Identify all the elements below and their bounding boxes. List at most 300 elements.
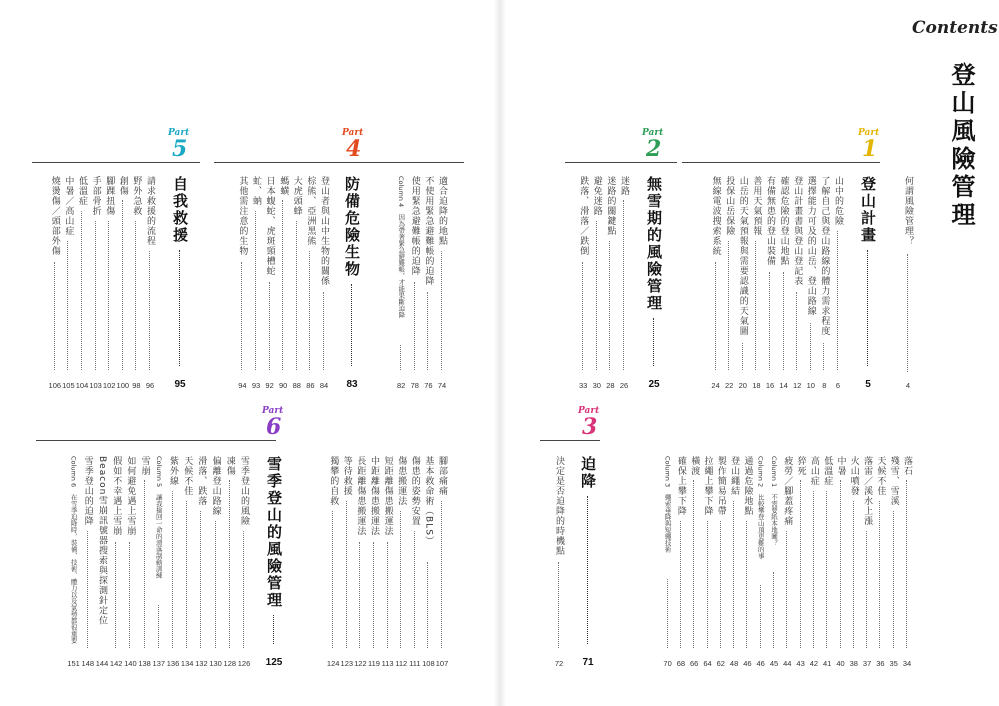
entry-title: 落石	[902, 456, 912, 476]
toc-entry[interactable]	[144, 176, 156, 390]
leader-dots	[823, 343, 824, 370]
toc-entry[interactable]	[861, 456, 873, 668]
entry-title: 有備無患的登山裝備	[765, 176, 775, 266]
entry-page: 70	[663, 659, 672, 668]
section-title: 防備危險生物	[343, 176, 361, 278]
leader-dots	[87, 531, 88, 648]
entry-title: 雪季登山的風險	[239, 456, 249, 526]
entry-title: 中暑／高山症	[63, 176, 74, 236]
entry-title: 落雷／溪水上漲	[862, 456, 873, 526]
part-rule	[540, 440, 600, 441]
entry-title: Column 4 因為帶著緊急避難帳，才能果斷迫降	[397, 176, 406, 318]
toc-entry[interactable]	[139, 456, 151, 668]
toc-entry[interactable]	[835, 456, 847, 668]
toc-entry[interactable]	[848, 456, 860, 668]
entry-title: 山岳的天氣預報與需要認識的天氣圖	[737, 176, 748, 336]
entry-title: 燒燙傷／頭部外傷	[49, 176, 60, 256]
entry-page: 107	[435, 659, 449, 668]
part-label: Part	[858, 128, 880, 138]
entry-page: 124	[326, 659, 340, 668]
entry-title: 腳部痛痛	[437, 456, 447, 496]
toc-entry[interactable]	[715, 456, 727, 668]
toc-entry[interactable]	[618, 176, 630, 390]
part-number: 2	[646, 136, 662, 162]
entry-title: 中暑	[835, 456, 846, 476]
toc-entry[interactable]	[436, 456, 448, 668]
entry-page: 10	[806, 381, 815, 390]
toc-entry[interactable]	[103, 176, 115, 390]
section-title: 無雪期的風險管理	[645, 176, 663, 312]
leader-dots	[558, 562, 559, 648]
toc-entry[interactable]	[250, 176, 262, 390]
entry-title: 殘雪、雪溪	[888, 456, 899, 506]
entry-page: 104	[75, 381, 89, 390]
entry-title: 中距離傷患搬運法	[369, 456, 379, 536]
toc-entry[interactable]	[90, 176, 102, 390]
leader-dots	[229, 480, 230, 648]
leader-dots	[351, 284, 352, 366]
entry-title: 適合迫降的地點	[437, 176, 447, 246]
toc-entry[interactable]	[662, 456, 674, 668]
toc-entry[interactable]	[195, 456, 207, 668]
leader-dots	[282, 200, 283, 370]
leader-dots	[746, 521, 747, 648]
toc-entry[interactable]	[755, 456, 767, 668]
entry-page: 36	[876, 659, 885, 668]
leader-dots	[596, 221, 597, 370]
leader-dots	[67, 241, 68, 370]
leader-dots	[427, 562, 428, 648]
part-number: 3	[582, 414, 598, 440]
entry-title: 雪季登山的迫降	[82, 456, 93, 526]
toc-entry[interactable]	[318, 176, 330, 390]
entry-page: 102	[102, 381, 116, 390]
toc-entry[interactable]	[805, 176, 817, 390]
entry-page: 64	[703, 659, 712, 668]
toc-entry[interactable]	[901, 456, 913, 668]
toc-entry[interactable]	[167, 456, 179, 668]
leader-dots	[200, 511, 201, 648]
entry-title: Column 1 不需要紙本地圖？	[770, 456, 778, 546]
entry-title: 何謂風險管理？	[903, 176, 913, 246]
entry-title: 傷患搬運法	[396, 456, 407, 506]
entry-page: 128	[223, 659, 237, 668]
toc-entry[interactable]	[818, 176, 830, 390]
toc-entry[interactable]	[382, 456, 394, 668]
leader-dots	[810, 323, 811, 370]
entry-page: 106	[48, 381, 62, 390]
part-rule	[32, 162, 200, 163]
leader-dots	[728, 241, 729, 370]
part-rule	[36, 440, 276, 441]
entry-title: 確認危險的登山地點	[778, 176, 789, 266]
leader-dots	[414, 531, 415, 648]
intro-entry[interactable]	[902, 176, 914, 390]
toc-entry[interactable]	[750, 176, 762, 390]
book-title: 登山風險管理	[947, 62, 976, 230]
toc-entry[interactable]	[832, 176, 844, 390]
toc-entry[interactable]	[395, 456, 407, 668]
part-rule	[682, 162, 880, 163]
leader-dots	[813, 491, 814, 648]
entry-page: 12	[793, 381, 802, 390]
leader-dots	[427, 292, 428, 370]
entry-page: 35	[889, 659, 898, 668]
entry-title: 登山計畫書與登山登記表	[792, 176, 803, 286]
entry-title: 猝死	[795, 456, 806, 476]
entry-title: 決定是否迫降的時機點	[554, 456, 564, 556]
leader-dots	[800, 480, 801, 648]
toc-entry[interactable]	[327, 456, 339, 668]
section-title-p4[interactable]	[342, 176, 362, 390]
toc-entry[interactable]	[577, 176, 589, 390]
leader-dots	[144, 480, 145, 648]
toc-entry[interactable]	[354, 456, 366, 668]
leader-dots	[269, 282, 270, 370]
entry-page: 16	[765, 381, 775, 390]
leader-dots	[707, 521, 708, 648]
entry-page: 137	[152, 659, 166, 668]
entry-page: 8	[822, 381, 827, 390]
leader-dots	[346, 501, 347, 648]
toc-entry[interactable]	[728, 456, 740, 668]
toc-entry[interactable]	[778, 176, 790, 390]
entry-title: 腳踝扭傷	[104, 176, 115, 216]
entry-page: 122	[354, 659, 367, 668]
entry-page: 142	[109, 659, 123, 668]
leader-dots	[796, 292, 797, 370]
entry-page: 41	[823, 659, 832, 668]
section-title-p6[interactable]	[264, 456, 284, 668]
section-page: 95	[174, 379, 186, 390]
toc-entry[interactable]	[436, 176, 448, 390]
toc-entry[interactable]	[723, 176, 735, 390]
leader-dots	[853, 501, 854, 648]
leader-dots	[149, 251, 150, 370]
section-title-p2[interactable]	[644, 176, 664, 390]
entry-page: 100	[116, 381, 130, 390]
toc-entry[interactable]	[96, 456, 108, 668]
entry-title: 其他需注意的生物	[237, 176, 248, 256]
entry-title: 偏離登山路線	[210, 456, 221, 516]
leader-dots	[296, 221, 297, 370]
entry-page: 30	[592, 381, 601, 390]
toc-entry[interactable]	[291, 176, 303, 390]
entry-page: 136	[166, 659, 180, 668]
leader-dots	[733, 501, 734, 648]
toc-entry[interactable]	[181, 456, 193, 668]
entry-title: 通過危險地點	[742, 456, 753, 516]
toc-entry[interactable]	[808, 456, 820, 668]
toc-entry[interactable]	[604, 176, 616, 390]
entry-title: 山中的危險	[833, 176, 843, 226]
entry-page: 138	[138, 659, 151, 668]
entry-title: 橫渡	[689, 456, 700, 476]
entry-title: 滑落、跌落	[196, 456, 207, 506]
toc-entry[interactable]	[124, 456, 136, 668]
entry-page: 40	[836, 659, 845, 668]
part-label: Part	[642, 128, 664, 138]
entry-page: 98	[132, 381, 141, 390]
section-page: 5	[865, 379, 871, 390]
toc-entry[interactable]	[874, 456, 886, 668]
leader-dots	[715, 262, 716, 370]
entry-title: 投保山岳保險	[724, 176, 735, 236]
entry-page: 76	[424, 381, 433, 390]
entry-page: 111	[409, 659, 421, 668]
leader-dots	[609, 241, 610, 370]
leader-dots	[826, 491, 827, 648]
leader-dots	[332, 511, 333, 648]
entry-page: 46	[756, 659, 765, 668]
toc-entry[interactable]	[737, 176, 749, 390]
part-label: Part	[262, 406, 284, 416]
toc-entry[interactable]	[368, 456, 380, 668]
leader-dots	[840, 480, 841, 648]
entry-page: 37	[862, 659, 872, 668]
leader-dots	[587, 496, 588, 644]
entry-page: 144	[95, 659, 109, 668]
toc-entry[interactable]	[409, 176, 421, 390]
leader-dots	[879, 501, 880, 648]
leader-dots	[243, 531, 244, 648]
entry-page: 62	[716, 659, 725, 668]
leader-dots	[95, 221, 96, 370]
toc-entry[interactable]	[238, 456, 250, 668]
entry-page: 132	[195, 659, 208, 668]
entry-title: 天候不佳	[182, 456, 193, 496]
leader-dots	[773, 572, 774, 648]
leader-dots	[108, 221, 109, 370]
entry-page: 74	[437, 381, 447, 390]
entry-title: 傷患的姿勢安置	[409, 456, 420, 526]
entry-title: 野外急救	[131, 176, 142, 216]
leader-dots	[81, 211, 82, 370]
leader-dots	[54, 262, 55, 370]
toc-entry[interactable]	[710, 176, 722, 390]
entry-title: 如何避免遇上雪崩	[125, 456, 136, 536]
part-rule	[214, 162, 464, 163]
entry-title: 高山症	[808, 456, 819, 486]
toc-entry[interactable]	[264, 176, 276, 390]
entry-title: 紫外線	[168, 456, 178, 486]
leader-dots	[866, 531, 867, 648]
part-rule	[565, 162, 677, 163]
leader-dots	[667, 579, 668, 648]
entry-title: 凍傷	[224, 456, 235, 476]
toc-entry[interactable]	[422, 176, 434, 390]
entry-page: 82	[397, 381, 406, 390]
part-number: 5	[172, 136, 188, 162]
entry-title: 使用緊急避難帳的迫降	[409, 176, 420, 276]
entry-title: 創傷	[117, 176, 128, 196]
entry-title: 等待救援	[341, 456, 352, 496]
entry-page: 90	[279, 381, 288, 390]
entry-page: 38	[849, 659, 858, 668]
toc-entry[interactable]	[395, 176, 407, 390]
toc-entry[interactable]	[781, 456, 793, 668]
leader-dots	[783, 272, 784, 370]
entry-title: 選擇能力可及的山岳、登山路線	[805, 176, 816, 316]
section-page: 25	[648, 379, 660, 390]
toc-entry[interactable]	[688, 456, 700, 668]
section-title: 登山計畫	[859, 176, 877, 244]
entry-page: 123	[340, 659, 354, 668]
toc-entry[interactable]	[591, 176, 603, 390]
entry-page: 68	[676, 659, 686, 668]
toc-entry[interactable]	[821, 456, 833, 668]
toc-entry[interactable]	[764, 176, 776, 390]
leader-dots	[129, 542, 130, 648]
entry-title: 火山噴發	[848, 456, 859, 496]
toc-entry[interactable]	[341, 456, 353, 668]
leader-dots	[755, 241, 756, 370]
entry-title: 雪崩	[139, 456, 150, 476]
leader-dots	[273, 615, 274, 644]
entry-title: 日本蝮蛇、虎斑頸槽蛇	[264, 176, 275, 276]
entry-page: 28	[606, 381, 615, 390]
entry-page: 103	[89, 381, 102, 390]
entry-title: 獨攀的自救	[328, 456, 339, 506]
entry-page: 148	[81, 659, 95, 668]
leader-dots	[122, 200, 123, 370]
leader-dots	[653, 318, 654, 366]
entry-page: 66	[690, 659, 699, 668]
entry-title: 低溫症	[822, 456, 833, 486]
entry-title: 確保上攀下降	[675, 456, 686, 516]
toc-entry[interactable]	[236, 176, 248, 390]
toc-entry[interactable]	[768, 456, 780, 668]
toc-entry[interactable]	[409, 456, 421, 668]
entry-page: 108	[422, 659, 435, 668]
entry-title: 善用天氣預報	[751, 176, 762, 236]
leader-dots	[786, 531, 787, 648]
part-number: 6	[266, 414, 282, 440]
leader-dots	[623, 200, 624, 370]
leader-dots	[837, 231, 838, 370]
entry-title: 跌落、滑落／跌倒	[578, 176, 589, 256]
entry-page: 14	[779, 381, 788, 390]
toc-entry[interactable]	[130, 176, 142, 390]
entry-page: 44	[783, 659, 792, 668]
entry-page: 4	[905, 381, 911, 390]
toc-entry[interactable]	[888, 456, 900, 668]
entry-title: 迷路	[619, 176, 629, 196]
entry-page: 134	[180, 659, 194, 668]
entry-title: 製作簡易吊帶	[715, 456, 726, 516]
entry-page: 86	[306, 381, 315, 390]
leader-dots	[373, 542, 374, 648]
toc-entry[interactable]	[741, 456, 753, 668]
toc-entry[interactable]	[702, 456, 714, 668]
entry-title: Column 2 比較攀登山頂更難的事	[756, 456, 765, 559]
entry-page: 78	[410, 381, 419, 390]
entry-title: 迷路的關鍵點	[605, 176, 616, 236]
entry-title: 拉繩上攀下降	[702, 456, 713, 516]
entry-page: 34	[902, 659, 912, 668]
section-title: 迫降	[579, 456, 597, 490]
leader-dots	[769, 272, 770, 370]
entry-page: 113	[381, 659, 394, 668]
leader-dots	[359, 542, 360, 648]
entry-title: 長距離傷患搬運法	[355, 456, 366, 536]
toc-entry[interactable]	[553, 456, 565, 668]
entry-page: 43	[796, 659, 805, 668]
toc-entry[interactable]	[675, 456, 687, 668]
entry-title: 低溫症	[77, 176, 87, 206]
leader-dots	[414, 282, 415, 370]
leader-dots	[742, 343, 743, 370]
leader-dots	[158, 605, 159, 648]
entry-title: Beacon雪崩訊號器搜索與探測針定位	[97, 456, 107, 626]
toc-entry[interactable]	[68, 456, 80, 668]
entry-page: 93	[251, 381, 261, 390]
entry-title: 避免迷路	[591, 176, 602, 216]
toc-entry[interactable]	[82, 456, 94, 668]
entry-page: 33	[579, 381, 588, 390]
toc-entry[interactable]	[304, 176, 316, 390]
toc-entry[interactable]	[62, 176, 74, 390]
entry-title: 短距離傷患搬運法	[382, 456, 393, 536]
toc-entry[interactable]	[49, 176, 61, 390]
toc-entry[interactable]	[117, 176, 129, 390]
entry-page: 151	[67, 659, 80, 668]
toc-entry[interactable]	[210, 456, 222, 668]
entry-title: Column 6 在雪季迫降時，裝備、技術、體力以及氣勢都很重要	[69, 456, 78, 644]
leader-dots	[907, 254, 908, 372]
leader-dots	[441, 501, 442, 648]
toc-entry[interactable]	[110, 456, 122, 668]
entry-title: 不使用緊急避難帳的迫降	[423, 176, 434, 286]
toc-entry[interactable]	[795, 456, 807, 668]
entry-title: 登山繩結	[729, 456, 740, 496]
leader-dots	[893, 511, 894, 648]
entry-title: 假如不幸遇上雪崩	[111, 456, 122, 536]
entry-title: 手部骨折	[90, 176, 101, 216]
entry-page: 94	[238, 381, 247, 390]
entry-page: 42	[809, 659, 819, 668]
leader-dots	[186, 501, 187, 648]
toc-entry[interactable]	[422, 456, 434, 668]
toc-entry[interactable]	[791, 176, 803, 390]
section-page: 71	[582, 657, 594, 668]
entry-title: 了解自己與登山路線的體力需求程度	[819, 176, 830, 336]
section-title-p1[interactable]	[858, 176, 878, 390]
entry-page: 6	[835, 381, 841, 390]
section-title-p3[interactable]	[578, 456, 598, 668]
entry-page: 26	[619, 381, 629, 390]
leader-dots	[400, 511, 401, 648]
leader-dots	[309, 251, 310, 370]
leader-dots	[135, 221, 136, 370]
leader-dots	[760, 585, 761, 648]
entry-page: 112	[395, 659, 408, 668]
leader-dots	[582, 262, 583, 370]
entry-page: 119	[368, 659, 380, 668]
toc-entry[interactable]	[224, 456, 236, 668]
entry-page: 140	[124, 659, 137, 668]
toc-entry[interactable]	[76, 176, 88, 390]
section-page: 125	[265, 657, 283, 668]
section-title: 自我救援	[171, 176, 189, 244]
entry-title: 請求救援的流程	[145, 176, 155, 246]
entry-title: 棕熊、亞洲黑熊	[305, 176, 316, 246]
toc-entry[interactable]	[153, 456, 165, 668]
section-title-p5[interactable]	[170, 176, 190, 390]
part-number: 4	[346, 136, 362, 162]
leader-dots	[441, 251, 442, 370]
toc-entry[interactable]	[277, 176, 289, 390]
